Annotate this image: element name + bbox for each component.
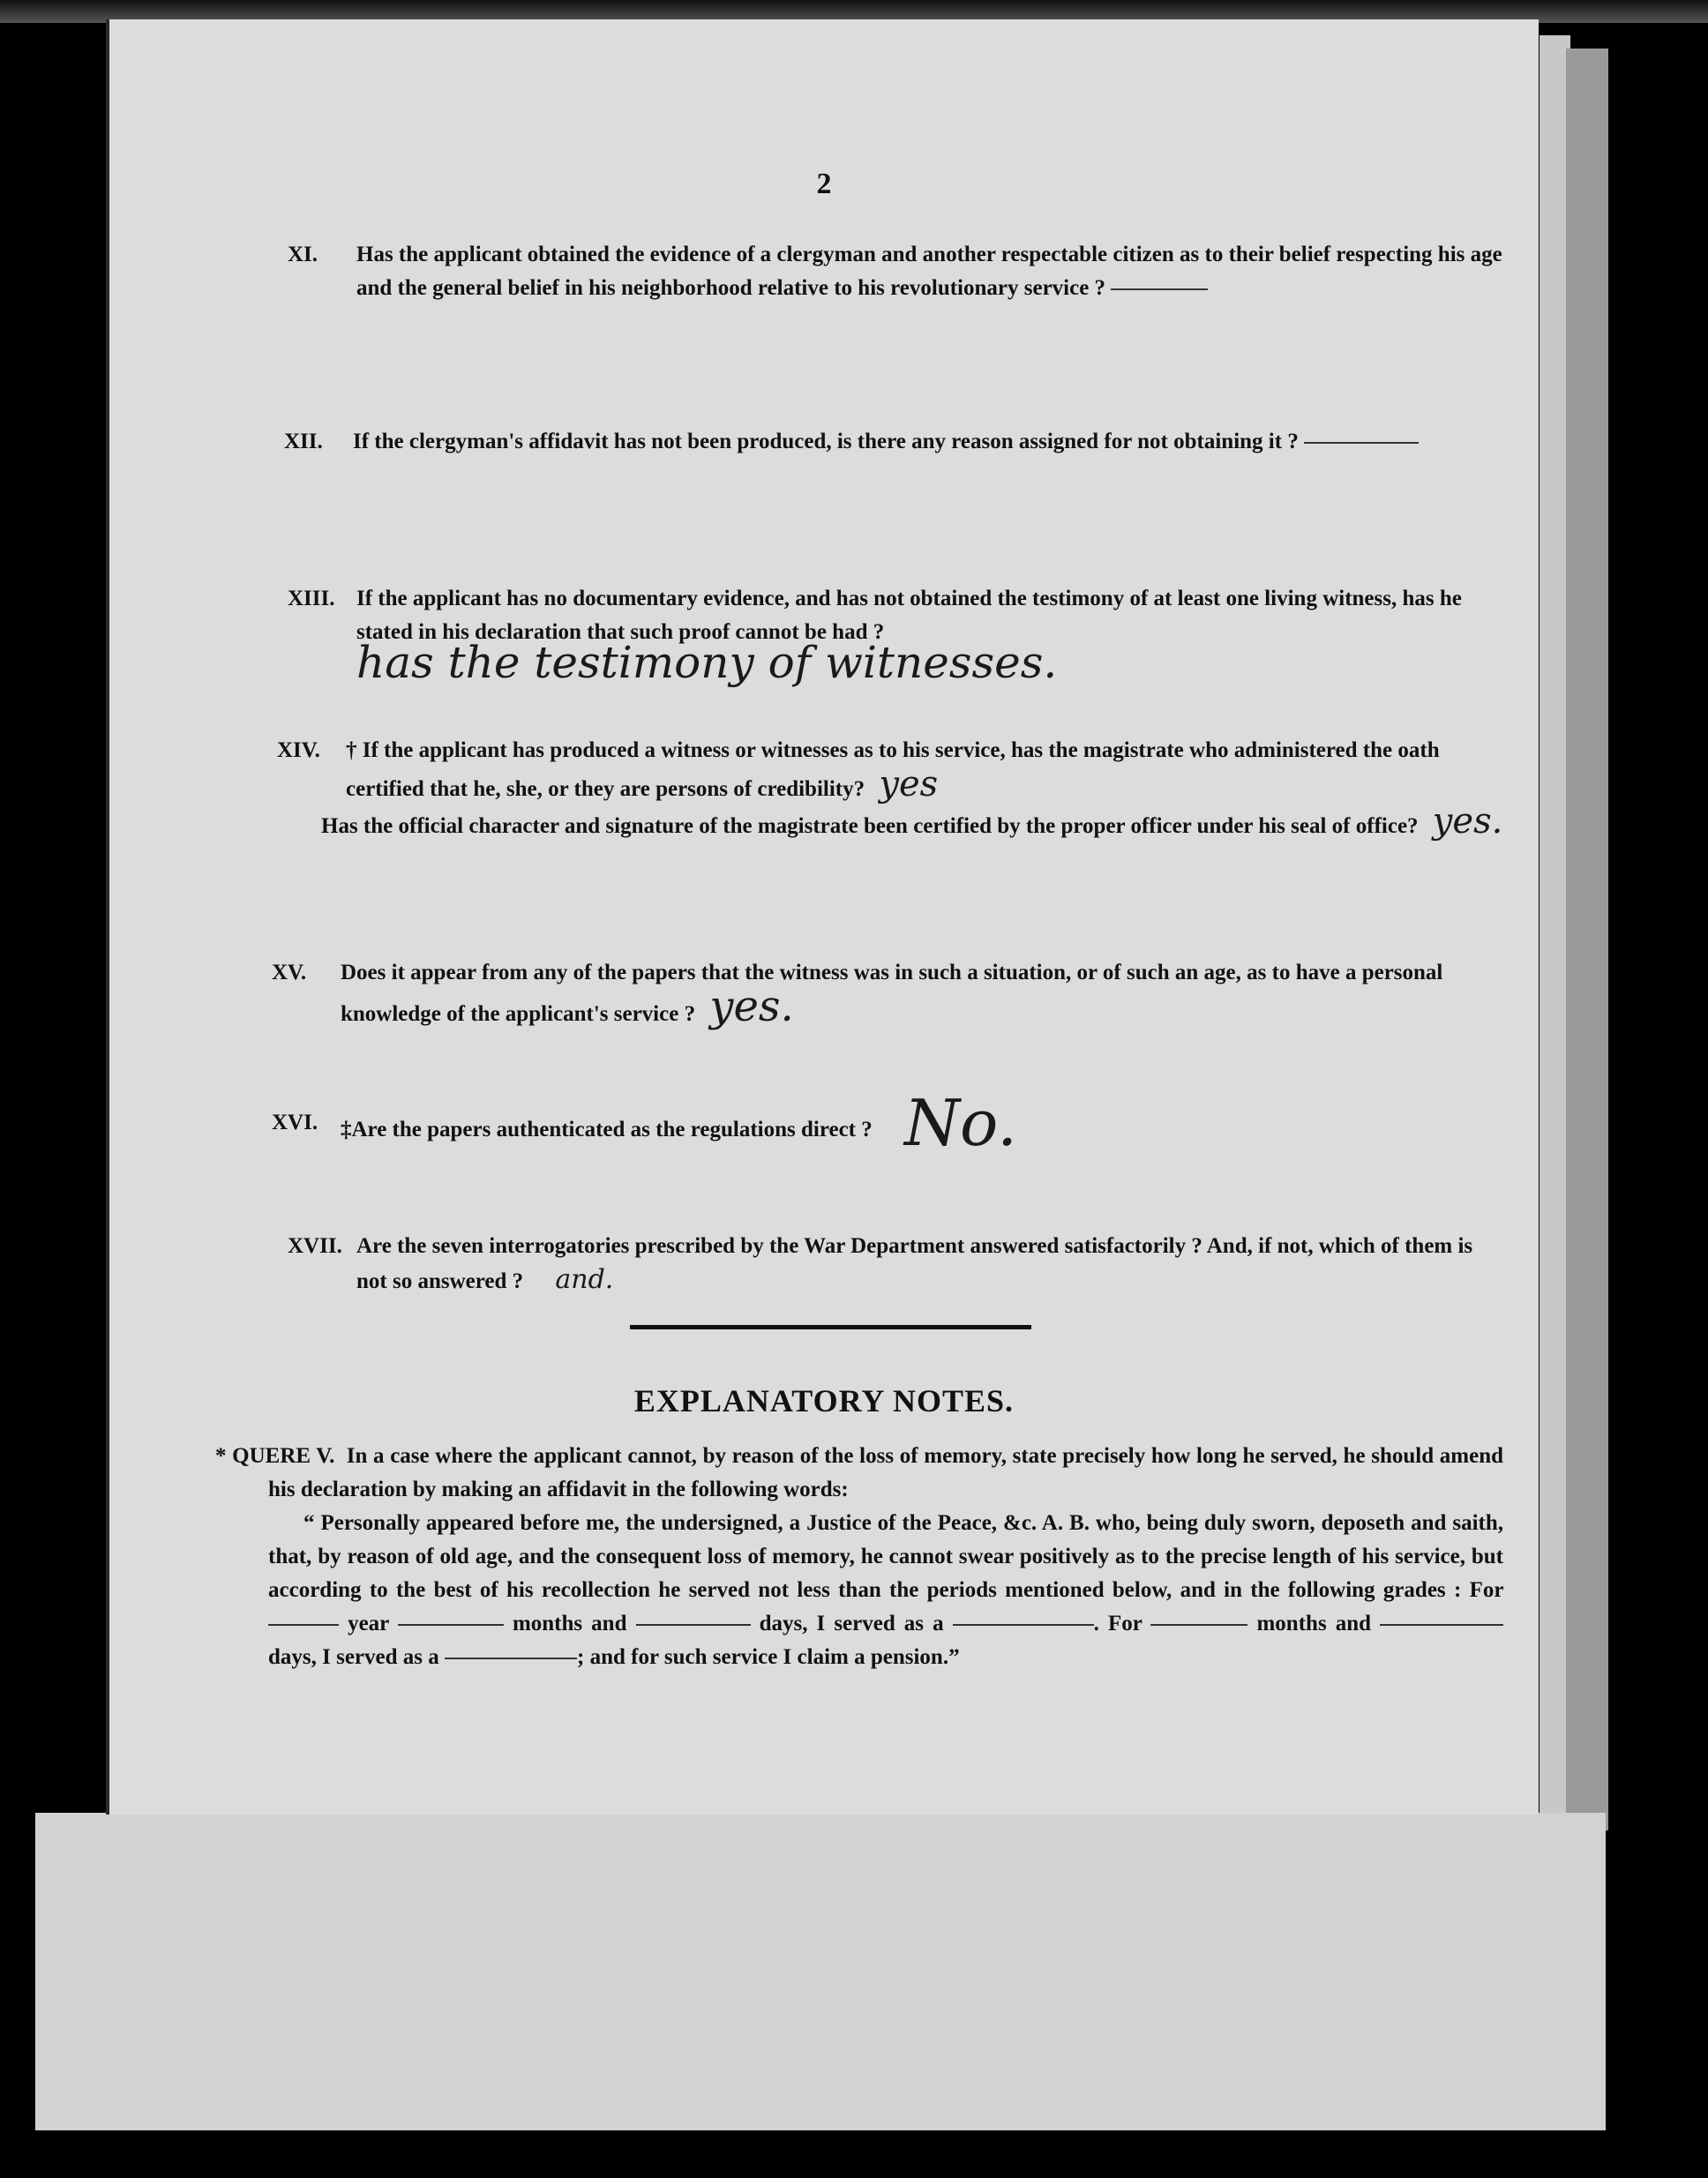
question-text: ‡Are the papers authenticated as the regulations direct ? — [341, 1118, 873, 1141]
notes-heading: EXPLANATORY NOTES. — [633, 1383, 1015, 1418]
handwritten-answer-xvi: No. — [903, 1086, 1017, 1160]
question-text: If the applicant has no documentary evidence, and has not obtained the testimony of at least one living witness, has he stated in his declaration that such proof cannot be had ? — [356, 587, 1462, 644]
question-number: XIII. — [288, 587, 335, 610]
quote-part: months and — [512, 1612, 627, 1635]
question-xiv — [277, 734, 1509, 806]
question-text: † If the applicant has produced a witness or witnesses as to his service, has the magistrate who administered the oath certified that he, she, or they are persons of credibility? — [346, 738, 1440, 801]
question-xvii — [288, 1230, 1509, 1299]
answer-line — [1304, 442, 1419, 444]
page-shadow-dark — [1566, 49, 1608, 1830]
question-number: XI. — [288, 243, 318, 266]
section-divider — [630, 1325, 1031, 1329]
quote-part: days, I served as a — [759, 1612, 944, 1635]
quere-label: * QUERE V. — [215, 1444, 335, 1468]
blank-line — [268, 1624, 339, 1626]
question-number: XVII. — [288, 1234, 342, 1258]
document-page — [106, 19, 1539, 1815]
affidavit-quote — [268, 1507, 1503, 1674]
notes-intro-text: In a case where the applicant cannot, by reason of the loss of memory, state precisely how long he served, he should amend his declaration by making an affidavit in the following words: — [268, 1444, 1503, 1501]
blank-line — [398, 1624, 504, 1626]
question-number: XII. — [284, 430, 323, 453]
handwritten-answer-xiv-a: yes — [879, 764, 939, 805]
blank-line — [1380, 1624, 1503, 1626]
handwritten-answer-xiv-b: yes. — [1432, 801, 1503, 842]
explanatory-notes — [215, 1440, 1503, 1674]
question-xi — [288, 238, 1508, 305]
question-number: XVI. — [272, 1111, 318, 1134]
question-xii — [284, 425, 1509, 459]
handwritten-answer-xvii: and. — [555, 1264, 614, 1295]
blank-line — [445, 1658, 577, 1659]
handwritten-answer-xiii: has the testimony of witnesses. — [356, 637, 1058, 688]
page-number: 2 — [816, 168, 832, 200]
question-xiv-second — [295, 801, 1509, 843]
question-text: If the clergyman's affidavit has not been produced, is there any reason assigned for not obtaining it ? — [353, 430, 1299, 453]
question-text: Are the seven interrogatories prescribed by the War Department answered satisfactorily ? And, if not, which of them is not so answered ? — [356, 1234, 1473, 1293]
quote-part: ; and for such service I claim a pension.” — [577, 1645, 960, 1669]
quote-part: year — [348, 1612, 389, 1635]
question-number: XIV. — [277, 738, 320, 762]
answer-line — [1111, 288, 1208, 290]
quote-part: days, I served as a — [268, 1645, 439, 1669]
question-text: Has the applicant obtained the evidence of a clergyman and another respectable citizen as to their belief respecting his age and the general belief in his neighborhood relative to his revolutionary service ? — [356, 243, 1502, 300]
blank-line — [953, 1624, 1094, 1626]
handwritten-answer-xv: yes. — [709, 982, 794, 1031]
question-xvi — [272, 1086, 1509, 1160]
blank-line — [1150, 1624, 1247, 1626]
question-text: Has the official character and signature of the magistrate been certified by the proper officer under his seal of office? — [321, 814, 1419, 838]
quote-part: months and — [1256, 1612, 1372, 1635]
question-number: XV. — [272, 961, 307, 984]
notes-intro — [215, 1440, 1503, 1507]
quote-part: . For — [1093, 1612, 1142, 1635]
question-xv — [272, 956, 1509, 1031]
quote-part: “ Personally appeared before me, the undersigned, a Justice of the Peace, &c. A. B. who, being duly sworn, deposeth and saith, that, by reason of old age, and the consequent loss of memory, he cannot swear positively as to the precise length of his service, but according to the best of his recollection he served not less than the periods mentioned below, and in the following grades : For — [268, 1511, 1503, 1602]
question-text: Does it appear from any of the papers that the witness was in such a situation, or of such an age, as to have a personal knowledge of the applicant's service ? — [341, 961, 1443, 1026]
blank-line — [636, 1624, 751, 1626]
underlying-sheet — [35, 1813, 1606, 2130]
